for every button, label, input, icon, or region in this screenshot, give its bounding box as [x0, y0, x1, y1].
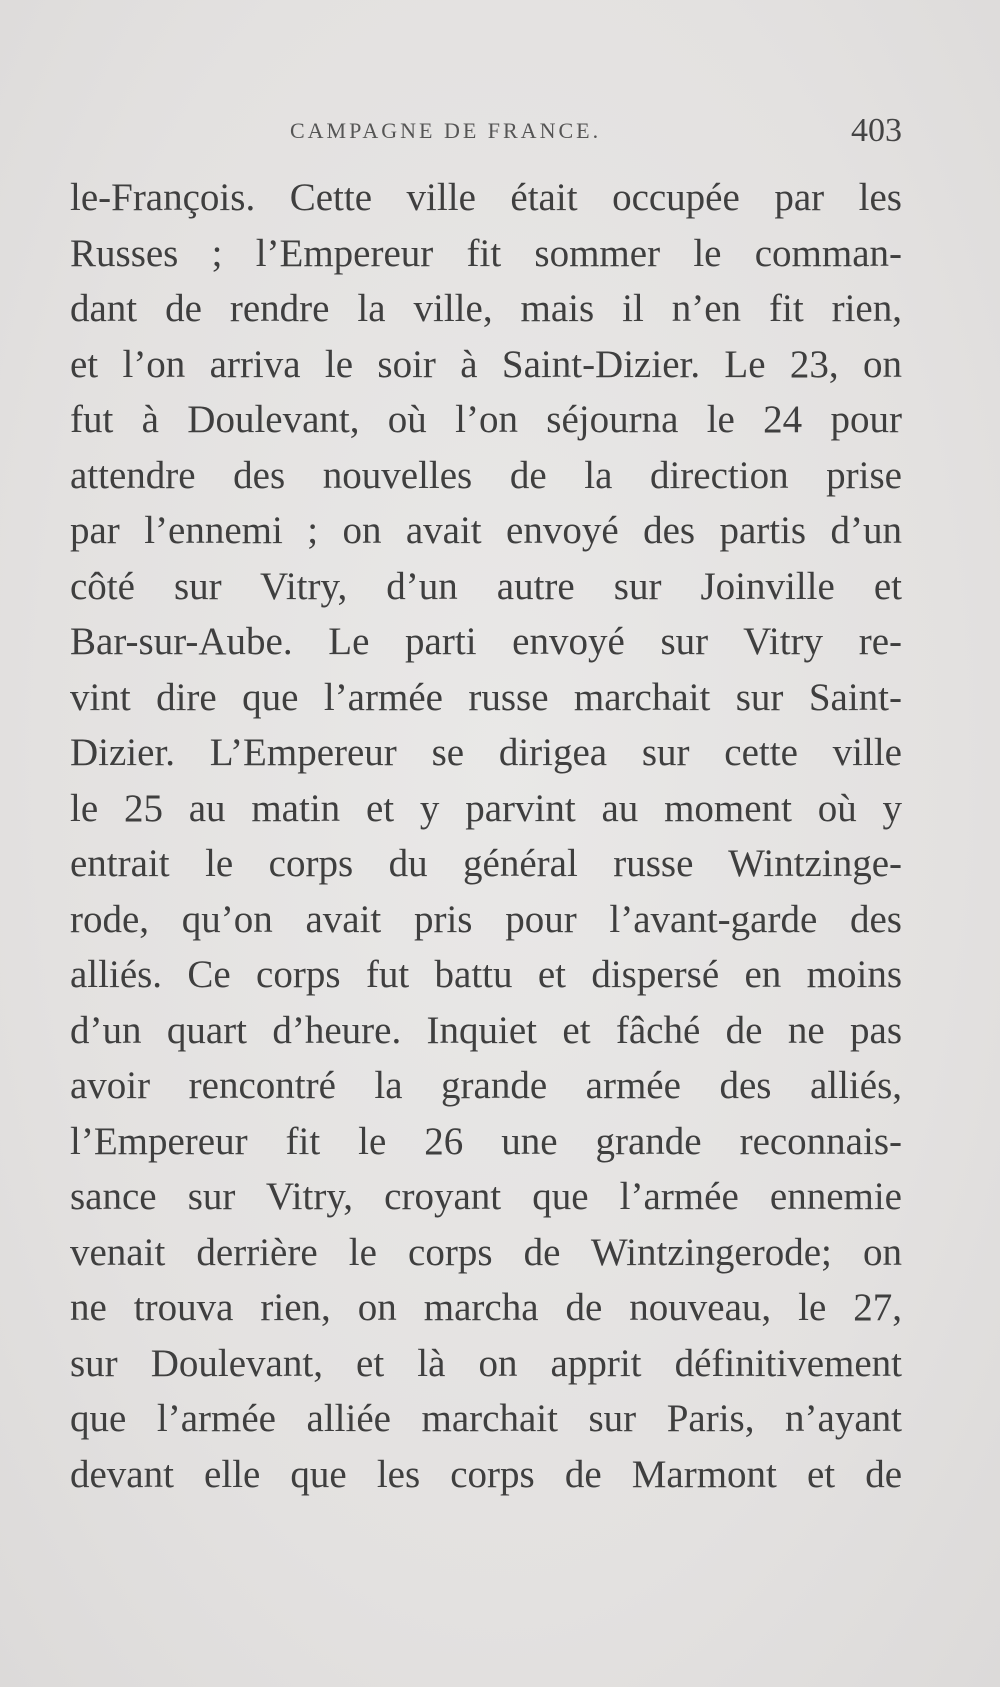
- text-line: Dizier. L’Empereur se dirigea sur cette ville: [70, 731, 902, 774]
- text-line: Russes ; l’Empereur fit sommer le comman-: [70, 231, 902, 275]
- text-line: le-François. Cette ville était occupée par les: [70, 176, 902, 219]
- text-line: entrait le corps du général russe Wintzinge-: [70, 842, 902, 885]
- text-line: d’un quart d’heure. Inquiet et fâché de ne pas: [70, 1008, 902, 1052]
- text-line: sur Doulevant, et là on apprit définitivement: [70, 1341, 902, 1385]
- text-line: par l’ennemi ; on avait envoyé des partis d’un: [70, 509, 902, 552]
- text-line: Bar-sur-Aube. Le parti envoyé sur Vitry re-: [70, 620, 902, 663]
- text-line: alliés. Ce corps fut battu et dispersé en moins: [70, 953, 902, 996]
- text-line: sance sur Vitry, croyant que l’armée ennemie: [70, 1175, 902, 1218]
- text-line: le 25 au matin et y parvint au moment où y: [70, 786, 902, 830]
- text-line: vint dire que l’armée russe marchait sur Saint-: [70, 675, 902, 719]
- text-line: ne trouva rien, on marcha de nouveau, le 27,: [70, 1286, 902, 1329]
- text-line: attendre des nouvelles de la direction prise: [70, 453, 902, 497]
- body-text: [70, 170, 902, 1502]
- page-number: 403: [851, 112, 902, 149]
- text-line: venait derrière le corps de Wintzingerode; on: [70, 1230, 902, 1274]
- text-line: que l’armée alliée marchait sur Paris, n’ayant: [70, 1397, 902, 1440]
- text-line: l’Empereur fit le 26 une grande reconnais-: [70, 1119, 902, 1163]
- text-line: côté sur Vitry, d’un autre sur Joinville et: [70, 564, 902, 608]
- running-head: [0, 112, 1000, 152]
- running-title: CAMPAGNE DE FRANCE.: [290, 118, 602, 143]
- text-line: avoir rencontré la grande armée des alliés,: [70, 1064, 902, 1107]
- text-line: devant elle que les corps de Marmont et de: [70, 1452, 902, 1496]
- text-line: rode, qu’on avait pris pour l’avant-garde des: [70, 897, 902, 941]
- text-line: dant de rendre la ville, mais il n’en fit rien,: [70, 287, 902, 330]
- text-line: et l’on arriva le soir à Saint-Dizier. Le 23, on: [70, 342, 902, 386]
- text-line: fut à Doulevant, où l’on séjourna le 24 pour: [70, 398, 902, 441]
